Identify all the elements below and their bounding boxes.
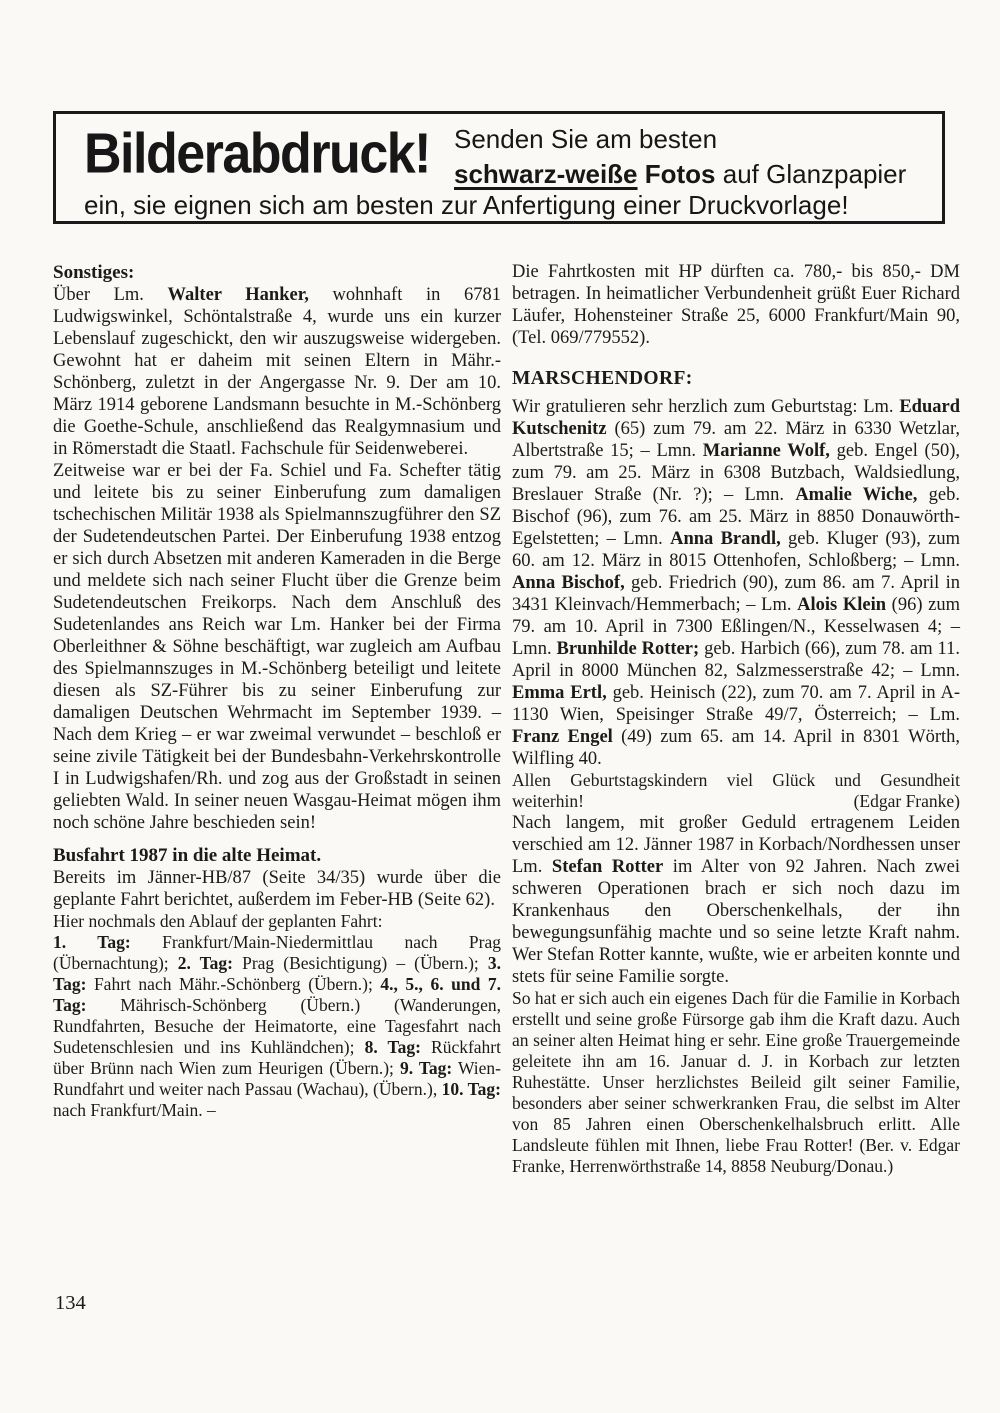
left-column xyxy=(53,261,501,1121)
paragraph-hanker-career: Zeitweise war er bei der Fa. Schiel und Fa. Schefter tätig und leitete bis zu seiner Einberufung zum damaligen tschechischen Militär 1938 als Spielmannszugführer den SZ der Sudetendeutschen Partei. Der Einberufung 1938 entzog er sich durch Absetzen mit anderen Kameraden in die Berge und meldete sich nach seiner Flucht über die Grenze beim Sudetendeutschen Freikorps. Nach dem Anschluß des Sudetenlandes ans Reich war Lm. Hanker bei der Firma Oberleithner & Söhne beschäftigt, war zugleich am Aufbau des Spielmannszuges in M.-Schönberg beteiligt und leitete diesen als SZ-Führer bis zu seiner Einberufung zur damaligen Deutschen Wehrmacht im September 1939. – Nach dem Krieg – er war zweimal verwundet – beschloß er seine zivile Tätigkeit bei der Bundesbahn-Verkehrskontrolle I in Ludwigshafen/Rh. und zog aus der Großstadt in seinen geliebten Wald. In seiner neuen Wasgau-Heimat mögen ihm noch schöne Jahre beschieden sein! xyxy=(53,461,501,833)
paragraph-fahrtkosten: Die Fahrtkosten mit HP dürften ca. 780,- bis 850,- DM betragen. In heimatlicher Verbundenheit grüßt Euer Richard Läufer, Hohensteiner Straße 25, 6000 Frankfurt/Main 90, (Tel. 069/779552). xyxy=(512,262,960,348)
paragraph-obituary-rotter: Nach langem, mit großer Geduld ertragenem Leiden verschied am 12. Jänner 1987 in Korbach/Nordhessen unser Lm. Stefan Rotter im Alter von 92 Jahren. Nach zwei schweren Operationen brach er sich noch dazu im Krankenhaus den Oberschenkelhals, der ihn bewegungsunfähig machte und so seine letzte Kraft nahm. Wer Stefan Rotter kannte, wußte, wie er arbeiten konnte und stets für seine Familie sorgte. xyxy=(512,813,961,987)
wishes-credit: (Edgar Franke) xyxy=(853,791,960,811)
notice-line2: schwarz-weiße Fotos auf Glanzpapier xyxy=(454,159,907,189)
itinerary-schedule: 1. Tag: Frankfurt/Main-Niedermittlau nach Prag (Übernachtung); 2. Tag: Prag (Besichtigung) – (Übern.); 3. Tag: Fahrt nach Mähr.-Schönberg (Übern.); 4., 5., 6. und 7. Tag: Mährisch-Schönberg (Übern.) (Wanderungen, Rundfahrten, Besuche der Heimatorte, eine Tagesfahrt nach Sudetenschlesien und ins Kuhländchen); 8. Tag: Rückfahrt über Brünn nach Wien zum Heurigen (Übern.); 9. Tag: Wien-Rundfahrt und weiter nach Passau (Wachau), (Übern.), 10. Tag: nach Frankfurt/Main. – xyxy=(53,932,502,1120)
section-heading-sonstiges: Sonstiges: xyxy=(53,262,135,283)
paragraph-birthdays: Wir gratulieren sehr herzlich zum Geburtstag: Lm. Eduard Kutschenitz (65) zum 79. am 22. März in 6330 Wetzlar, Albertstraße 15; – Lmn. Marianne Wolf, geb. Engel (50), zum 79. am 25. März in 6308 Butzbach, Waldsiedlung, Breslauer Straße (Nr. ?); – Lmn. Amalie Wiche, geb. Bischof (96), zum 76. am 25. März in 8850 Donauwörth-Egelstetten; – Lmn. Anna Brandl, geb. Kluger (93), zum 60. am 12. März in 8015 Ottenhofen, Schloßberg; – Lmn. Anna Bischof, geb. Friedrich (90), zum 86. am 7. April in 3431 Kleinvach/Hemmerbach; – Lm. Alois Klein (96) zum 79. am 10. April in 7300 Eßlingen/N., Kesselwasen 4; – Lmn. Brunhilde Rotter; geb. Harbich (66), zum 78. am 11. April in 8000 München 82, Salzmesserstraße 42; – Lmn. Emma Ertl, geb. Heinisch (22), zum 70. am 7. April in A-1130 Wien, Speisinger Straße 49/7, Österreich; – Lm. Franz Engel (49) zum 65. am 14. April in 8301 Wörth, Wilfling 40. xyxy=(512,397,961,769)
section-heading-busfahrt: Busfahrt 1987 in die alte Heimat. xyxy=(53,845,322,866)
birthday-wishes-line xyxy=(512,770,960,812)
paragraph-hanker-biography: Über Lm. Walter Hanker, wohnhaft in 6781 Ludwigswinkel, Schöntalstraße 4, wurde uns ein kurzer Lebenslauf zugeschickt, den wir auszugsweise widergeben. Gewohnt hat er daheim mit seinen Eltern in Mähr.-Schönberg, zuletzt in der Angergasse Nr. 9. Der am 10. März 1914 geborene Landsmann besuchte in M.-Schönberg die Goethe-Schule, anschließend das Realgymnasium und in Römerstadt die Staatl. Fachschule für Seidenweberei. xyxy=(53,285,501,459)
notice-title: Bilderabdruck! xyxy=(84,122,430,186)
right-column xyxy=(512,261,960,1177)
notice-right-lines xyxy=(454,122,906,192)
section-heading-marschendorf: MARSCHENDORF: xyxy=(512,368,693,389)
notice-line3: ein, sie eignen sich am besten zur Anfertigung einer Druckvorlage! xyxy=(84,190,849,220)
notice-line1: Senden Sie am besten xyxy=(454,124,718,154)
itinerary-intro: Hier nochmals den Ablauf der geplanten Fahrt: xyxy=(53,911,383,931)
paragraph-busfahrt-intro: Bereits im Jänner-HB/87 (Seite 34/35) wurde über die geplante Fahrt berichtet, außerdem im Feber-HB (Seite 62). xyxy=(53,868,501,910)
notice-box xyxy=(53,111,945,224)
page-number: 134 xyxy=(55,1292,86,1314)
paragraph-obituary-rotter-2: So hat er sich auch ein eigenes Dach für die Familie in Korbach erstellt und seine große Fürsorge gab ihm die Kraft dazu. Auch an seiner alten Heimat hing er sehr. Eine große Trauergemeinde geleitete ihn am 16. Januar d. J. in Korbach zur letzten Ruhestätte. Unser herzlichstes Beileid gilt seiner Familie, besonders aber seiner schwerkranken Frau, die selbst im Alter von 85 Jahren einen Oberschenkelhalsbruch erlitt. Alle Landsleute fühlen mit Ihnen, liebe Frau Rotter! (Ber. v. Edgar Franke, Herrenwörthstraße 14, 8858 Neuburg/Donau.) xyxy=(512,988,960,1176)
birthday-wishes-text: Allen Geburtstagskindern viel Glück und Gesundheit weiterhin! xyxy=(512,770,960,811)
